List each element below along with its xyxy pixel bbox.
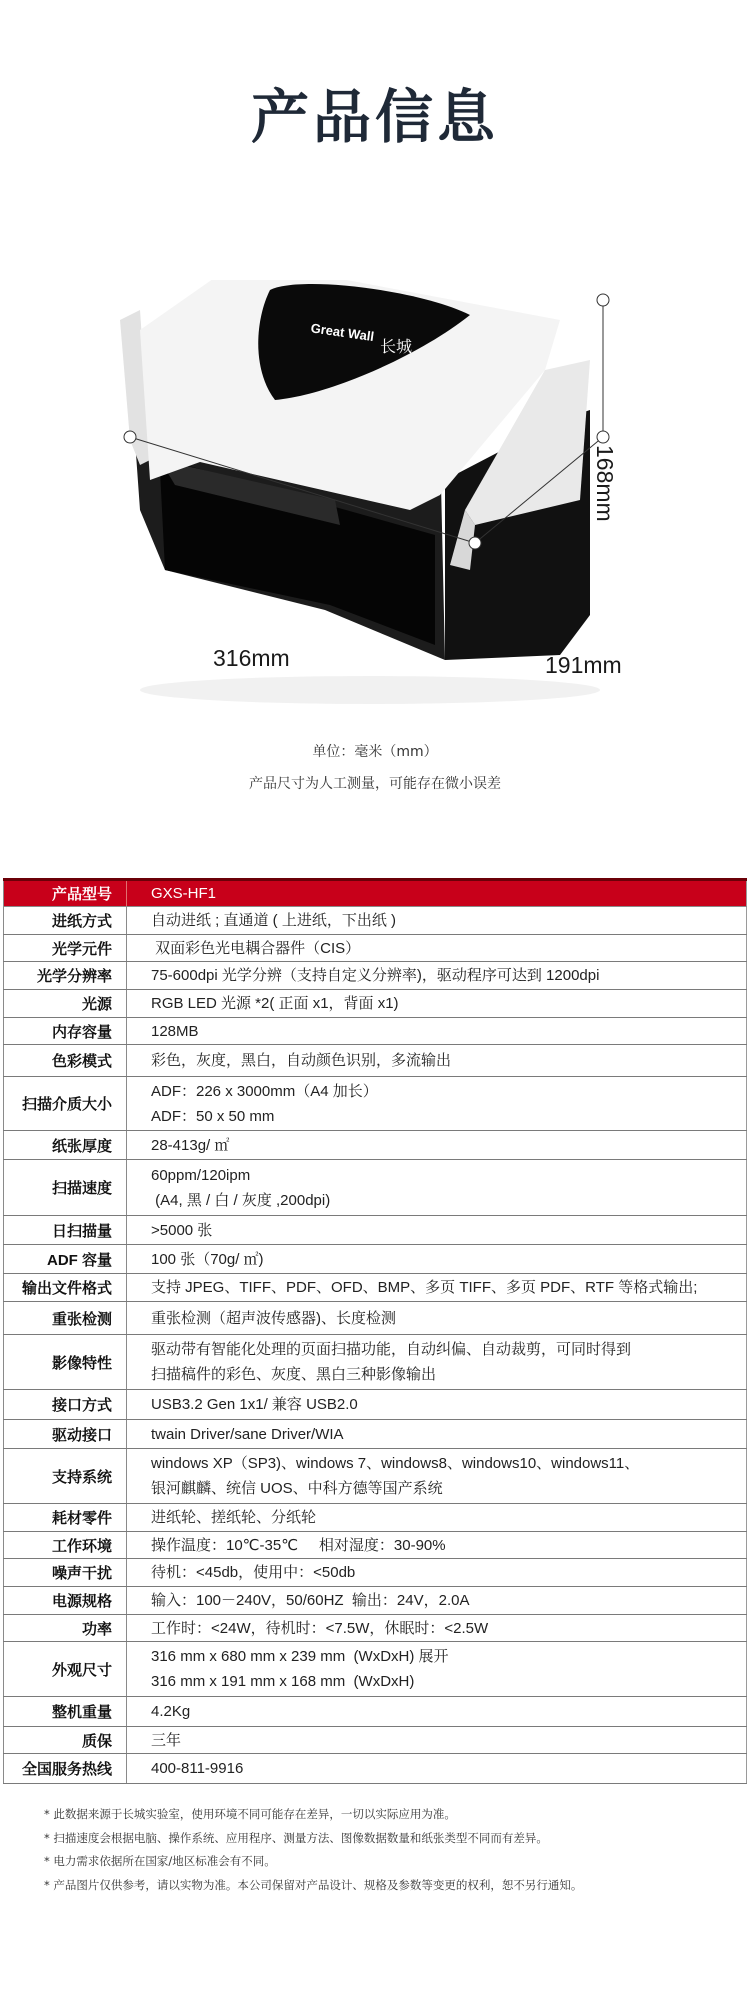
spec-label: 影像特性 [4,1335,127,1390]
spec-label: 光学元件 [4,935,127,962]
brand-logo-text: Great Wall [309,320,376,345]
footnotes [44,1803,724,1897]
spec-label: 纸张厚度 [4,1131,127,1160]
spec-label: 外观尺寸 [4,1642,127,1697]
spec-row [4,962,747,990]
spec-label: 支持系统 [4,1449,127,1504]
footnote: * 扫描速度会根据电脑、操作系统、应用程序、测量方法、图像数据数量和纸张类型不同而有差异。 [44,1830,548,1845]
dimension-marker [469,537,481,549]
spec-value-line: 驱动带有智能化处理的页面扫描功能，自动纠偏、自动裁剪，可同时得到 [151,1341,632,1358]
spec-value [127,1449,747,1504]
spec-value-line: 100 张（70g/ ㎡) [151,1250,264,1268]
spec-row [4,1390,747,1420]
spec-value [127,1274,747,1302]
spec-value [127,1559,747,1587]
spec-value [127,1131,747,1160]
spec-table [3,878,747,1784]
spec-value [127,1504,747,1532]
product-image [0,280,750,720]
spec-label: 日扫描量 [4,1216,127,1245]
spec-row [4,1727,747,1754]
spec-value-line: 操作温度：10℃-35℃ 相对湿度：30-90% [151,1536,446,1554]
spec-row [4,1131,747,1160]
spec-label: 光源 [4,990,127,1018]
spec-row [4,1642,747,1697]
page-title: 产品信息 [250,83,499,151]
spec-value-line: 4.2Kg [151,1703,191,1720]
spec-label: 进纸方式 [4,907,127,935]
dimension-depth-label: 191mm [545,652,622,678]
spec-value-line: 60ppm/120ipm [151,1166,251,1184]
spec-value-line: RGB LED 光源 *2( 正面 x1，背面 x1) [151,995,399,1012]
spec-label: 内存容量 [4,1018,127,1045]
spec-row [4,1449,747,1504]
spec-label: 驱动接口 [4,1420,127,1449]
spec-row [4,907,747,935]
spec-value [127,962,747,990]
spec-label: 质保 [4,1727,127,1754]
dimension-marker [124,431,136,443]
spec-value-line: 128MB [151,1022,199,1040]
spec-row [4,1160,747,1216]
spec-row [4,1587,747,1615]
spec-row [4,1077,747,1131]
spec-label: 色彩模式 [4,1045,127,1077]
spec-value-line: 400-811-9916 [151,1760,244,1777]
spec-row [4,935,747,962]
spec-header-row [4,880,747,907]
spec-row [4,1559,747,1587]
spec-row [4,990,747,1018]
spec-label: 工作环境 [4,1532,127,1559]
spec-row [4,1532,747,1559]
spec-label: 全国服务热线 [4,1754,127,1784]
spec-value [127,935,747,962]
spec-value [127,1390,747,1420]
spec-label: ADF 容量 [4,1245,127,1274]
measurement-disclaimer: 产品尺寸为人工测量，可能存在微小误差 [249,776,501,792]
spec-value [127,1018,747,1045]
spec-label: 光学分辨率 [4,962,127,990]
spec-value-line: 75-600dpi 光学分辨（支持自定义分辨率)，驱动程序可达到 1200dpi [151,967,600,984]
spec-value-line: 双面彩色光电耦合器件（CIS） [151,939,361,957]
spec-value-line: 扫描稿件的彩色、灰度、黑白三种影像输出 [151,1366,437,1383]
spec-row [4,1697,747,1727]
spec-value: GXS-HF1 [127,880,747,907]
spec-label: 整机重量 [4,1697,127,1727]
spec-value-line: 输入：100－240V，50/60HZ 输出：24V，2.0A [151,1592,470,1609]
spec-value [127,1216,747,1245]
spec-value-line: 重张检测（超声波传感器)、长度检测 [151,1309,396,1327]
spec-value-line: 28-413g/ ㎡ [151,1136,230,1154]
spec-value-line: 自动进纸 ; 直通道 ( 上进纸，下出纸 ) [151,912,396,929]
spec-label: 接口方式 [4,1390,127,1420]
spec-row [4,1420,747,1449]
spec-value-line: ADF：50 x 50 mm [151,1107,275,1125]
spec-value-line: ADF：226 x 3000mm（A4 加长） [151,1082,378,1100]
spec-label: 扫描介质大小 [4,1077,127,1131]
spec-value-line: 工作时：<24W，待机时：<7.5W，休眠时：<2.5W [151,1619,489,1637]
spec-row [4,1615,747,1642]
spec-value-line: 进纸轮、搓纸轮、分纸轮 [151,1509,317,1526]
spec-label: 重张检测 [4,1302,127,1335]
spec-value-line: (A4, 黑 / 白 / 灰度 ,200dpi) [151,1191,331,1209]
spec-row [4,1754,747,1784]
spec-value-line: 银河麒麟、统信 UOS、中科方德等国产系统 [151,1480,443,1497]
spec-value-line: USB3.2 Gen 1x1/ 兼容 USB2.0 [151,1396,358,1413]
spec-value-line: twain Driver/sane Driver/WIA [151,1425,344,1443]
spec-value-line: 彩色，灰度，黑白，自动颜色识别，多流输出 [151,1052,452,1069]
spec-value [127,1045,747,1077]
spec-value-line: 三年 [151,1731,182,1749]
spec-value-line: 316 mm x 680 mm x 239 mm (WxDxH) 展开 [151,1648,449,1665]
spec-row [4,1504,747,1532]
spec-value [127,1727,747,1754]
spec-row [4,1045,747,1077]
spec-value [127,1335,747,1390]
spec-label: 功率 [4,1615,127,1642]
spec-value [127,1420,747,1449]
spec-label: 电源规格 [4,1587,127,1615]
dimension-marker [597,431,609,443]
spec-value [127,990,747,1018]
spec-row [4,1274,747,1302]
dimension-marker [597,294,609,306]
spec-label: 产品型号 [4,880,127,907]
dimension-width-label: 316mm [213,645,290,671]
spec-value [127,1160,747,1216]
footnote: * 产品图片仅供参考，请以实物为准。本公司保留对产品设计、规格及参数等变更的权利，恕不另行通知。 [44,1877,583,1892]
spec-row [4,1302,747,1335]
spec-value [127,1615,747,1642]
footnote: * 电力需求依据所在国家/地区标准会有不同。 [44,1854,276,1868]
spec-value [127,1587,747,1615]
spec-row [4,1335,747,1390]
spec-value-line: 待机：<45db，使用中：<50db [151,1564,356,1581]
spec-label: 输出文件格式 [4,1274,127,1302]
spec-row [4,1245,747,1274]
spec-row [4,1018,747,1045]
spec-value [127,1532,747,1559]
spec-value [127,1245,747,1274]
spec-value [127,907,747,935]
spec-value-line: 支持 JPEG、TIFF、PDF、OFD、BMP、多页 TIFF、多页 PDF、RTF 等格式输出; [151,1279,698,1296]
spec-value-line: >5000 张 [151,1221,213,1239]
spec-value-line: 316 mm x 191 mm x 168 mm (WxDxH) [151,1673,415,1690]
spec-value [127,1302,747,1335]
unit-note: 单位：毫米（mm） [312,744,438,760]
spec-value [127,1754,747,1784]
spec-label: 噪声干扰 [4,1559,127,1587]
footnote: * 此数据来源于长城实验室，使用环境不同可能存在差异，一切以实际应用为准。 [44,1807,456,1821]
spec-value [127,1077,747,1131]
spec-label: 耗材零件 [4,1504,127,1532]
scanner-illustration [0,280,750,720]
dimension-height-label: 168mm [592,445,618,522]
spec-value [127,1642,747,1697]
brand-logo-mark: 长城 [380,337,413,356]
spec-row [4,1216,747,1245]
spec-label: 扫描速度 [4,1160,127,1216]
spec-value [127,1697,747,1727]
spec-value-line: windows XP（SP3)、windows 7、windows8、windows10、windows11、 [151,1455,640,1472]
